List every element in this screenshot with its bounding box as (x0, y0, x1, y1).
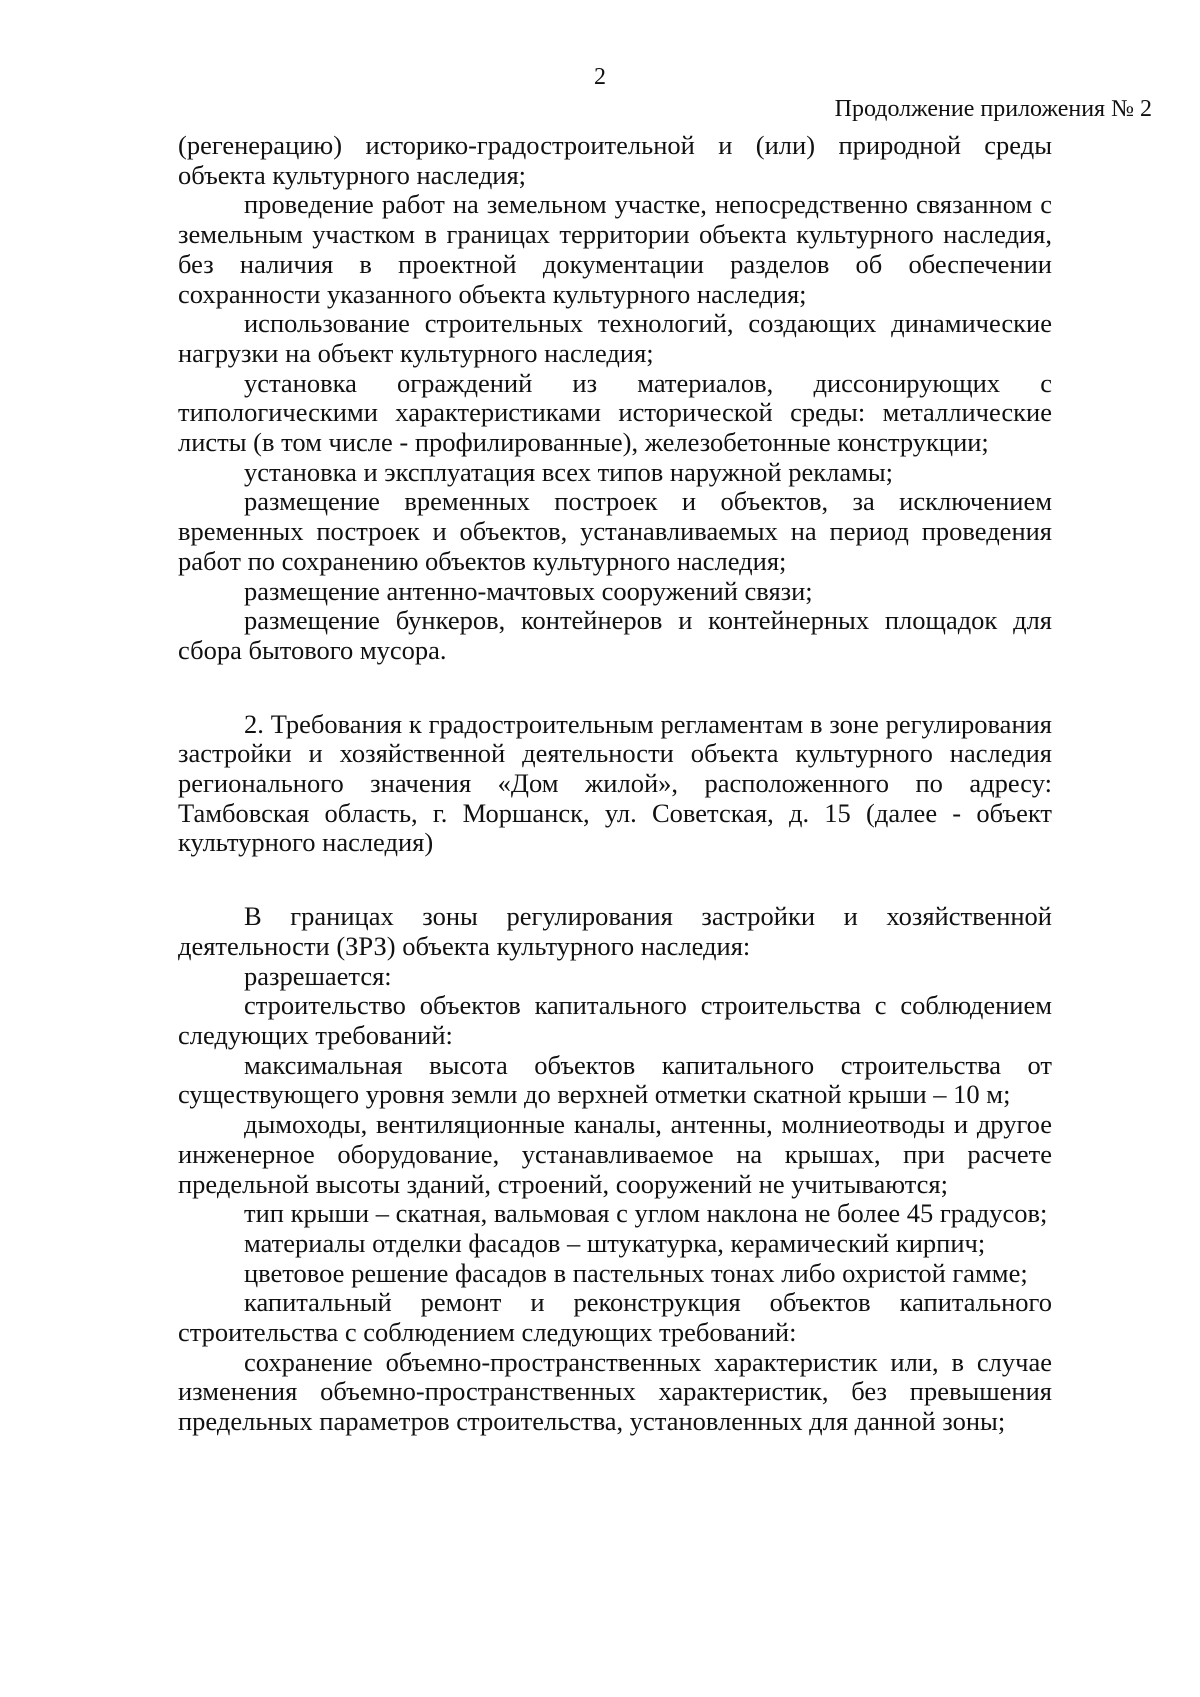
paragraph: проведение работ на земельном участке, непосредственно связанном с земельным участком в границах территории объекта культурного наследия, без наличия в проектной документации разделов об обеспечении сохранности указанного объекта культурного наследия; (178, 189, 1052, 309)
paragraph: капитальный ремонт и реконструкция объектов капитального строительства с соблюдением следующих требований: (178, 1287, 1052, 1348)
page-number: 2 (594, 64, 606, 90)
paragraph: размещение временных построек и объектов, за исключением временных построек и объектов, устанавливаемых на период проведения работ по сохранению объектов культурного наследия; (178, 486, 1052, 576)
section-heading: 2. Требования к градостроительным регламентам в зоне регулирования застройки и хозяйственной деятельности объекта культурного наследия регионального значения «Дом жилой», расположенного по адресу: Тамбовская область, г. Моршанск, ул. Советская, д. 15 (далее - объект культурного наследия) (178, 708, 1052, 858)
paragraph: цветовое решение фасадов в пастельных тонах либо охристой гамме; (244, 1257, 1028, 1288)
spacer (178, 858, 1052, 902)
appendix-note: Продолжение приложения № 2 (834, 96, 1152, 122)
paragraph: сохранение объемно-пространственных характеристик или, в случае изменения объемно-пространственных характеристик, без превышения предельных параметров строительства, установленных для данной зоны; (178, 1346, 1052, 1437)
spacer (178, 666, 1052, 710)
paragraph: размещение бункеров, контейнеров и контейнерных площадок для сбора бытового мусора. (178, 605, 1052, 665)
paragraph: тип крыши – скатная, вальмовая с углом наклона не более 45 градусов; (244, 1198, 1048, 1229)
paragraph: В границах зоны регулирования застройки и хозяйственной деятельности (ЗРЗ) объекта культурного наследия: (178, 901, 1052, 961)
paragraph: разрешается: (244, 960, 392, 991)
paragraph: (регенерацию) историко-градостроительной и (или) природной среды объекта культурного наследия; (178, 130, 1052, 190)
document-body (178, 131, 1052, 1437)
paragraph: строительство объектов капитального строительства с соблюдением следующих требований: (178, 990, 1052, 1050)
paragraph: максимальная высота объектов капитального строительства от существующего уровня земли до верхней отметки скатной крыши – 10 м; (178, 1049, 1052, 1110)
paragraph: материалы отделки фасадов – штукатурка, керамический кирпич; (244, 1227, 986, 1258)
paragraph: размещение антенно-мачтовых сооружений связи; (244, 575, 813, 606)
paragraph: установка и эксплуатация всех типов наружной рекламы; (244, 456, 894, 487)
paragraph: использование строительных технологий, создающих динамические нагрузки на объект культурного наследия; (178, 308, 1052, 368)
paragraph: установка ограждений из материалов, диссонирующих с типологическими характеристиками исторической среды: металлические листы (в том числе - профилированные), железобетонные конструкции; (178, 367, 1052, 458)
paragraph: дымоходы, вентиляционные каналы, антенны, молниеотводы и другое инженерное оборудование, устанавливаемое на крышах, при расчете предельной высоты зданий, строений, сооружений не учитываются; (178, 1109, 1052, 1199)
